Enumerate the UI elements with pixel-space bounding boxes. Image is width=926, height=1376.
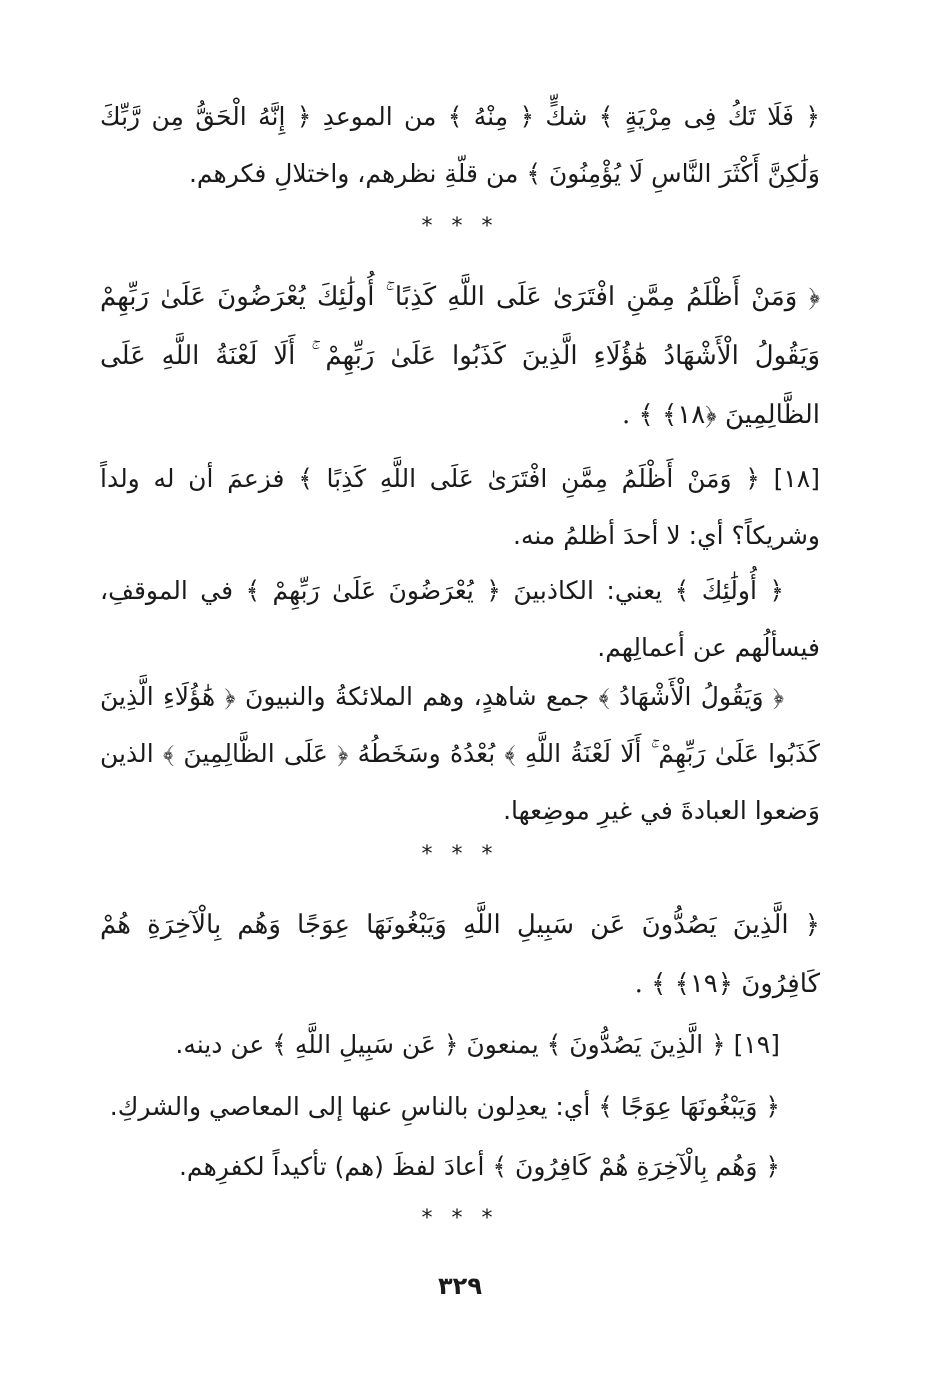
commentary-verse-18-part-1: [١٨] ﴿ وَمَنْ أَظْلَمُ مِمَّنِ افْتَرَىٰ عَلَى اللَّهِ كَذِبًا ﴾ فزعمَ أن له ولداً وشريكاً؟ أي: لا أحدَ أظلمُ منه. — [100, 464, 820, 550]
section-separator: * * * — [421, 1206, 499, 1231]
commentary-verse-19-part-1: [١٩] ﴿ الَّذِينَ يَصُدُّونَ ﴾ يمنعونَ ﴿ عَن سَبِيلِ اللَّهِ ﴾ عن دينه. — [175, 1030, 780, 1059]
book-page — [100, 88, 820, 1328]
section-separator: * * * — [421, 842, 499, 867]
page-number: ٣٢٩ — [438, 1272, 482, 1300]
commentary-verse-18-part-2: ﴿ أُولَٰئِكَ ﴾ يعني: الكاذبينَ ﴿ يُعْرَضُونَ عَلَىٰ رَبِّهِمْ ﴾ في الموقفِ، فيسألُهم عن أعمالِهم. — [100, 576, 820, 662]
quran-verse-19: ﴿ الَّذِينَ يَصُدُّونَ عَن سَبِيلِ اللَّهِ وَيَبْغُونَهَا عِوَجًا وَهُم بِالْآخِرَةِ هُمْ كَافِرُونَ ﴿١٩﴾ ﴾ . — [100, 910, 820, 999]
commentary-paragraph-17: ﴿ فَلَا تَكُ فِى مِرْيَةٍ ﴾ شكٍّ ﴿ مِنْهُ ﴾ من الموعدِ ﴿ إِنَّهُ الْحَقُّ مِن رَّبِّكَ وَلَٰكِنَّ أَكْثَرَ النَّاسِ لَا يُؤْمِنُونَ ﴾ من قلّةِ نظرهم، واختلالِ فكرهم. — [100, 102, 820, 188]
commentary-verse-18-part-3: ﴿ وَيَقُولُ الْأَشْهَادُ ﴾ جمع شاهدٍ، وهم الملائكةُ والنبيونَ ﴿ هَٰؤُلَاءِ الَّذِينَ كَذَبُوا عَلَىٰ رَبِّهِمْ ۚ أَلَا لَعْنَةُ اللَّهِ ﴾ بُعْدُهُ وسَخَطُهُ ﴿ عَلَى الظَّالِمِينَ ﴾ الذين وَضعوا العبادةَ في غيرِ موضِعها. — [100, 682, 820, 825]
commentary-verse-19-part-3: ﴿ وَهُم بِالْآخِرَةِ هُمْ كَافِرُونَ ﴾ أعادَ لفظَ (هم) تأكيداً لكفرِهم. — [178, 1152, 780, 1181]
quran-verse-18: ﴿ وَمَنْ أَظْلَمُ مِمَّنِ افْتَرَىٰ عَلَى اللَّهِ كَذِبًا ۚ أُولَٰئِكَ يُعْرَضُونَ عَلَىٰ رَبِّهِمْ وَيَقُولُ الْأَشْهَادُ هَٰؤُلَاءِ الَّذِينَ كَذَبُوا عَلَىٰ رَبِّهِمْ ۚ أَلَا لَعْنَةُ اللَّهِ عَلَى الظَّالِمِينَ ﴿١٨﴾ ﴾ . — [100, 282, 820, 430]
commentary-verse-19-part-2: ﴿ وَيَبْغُونَهَا عِوَجًا ﴾ أي: يعدِلون بالناسِ عنها إلى المعاصي والشركِ. — [109, 1092, 780, 1121]
section-separator: * * * — [421, 214, 499, 239]
